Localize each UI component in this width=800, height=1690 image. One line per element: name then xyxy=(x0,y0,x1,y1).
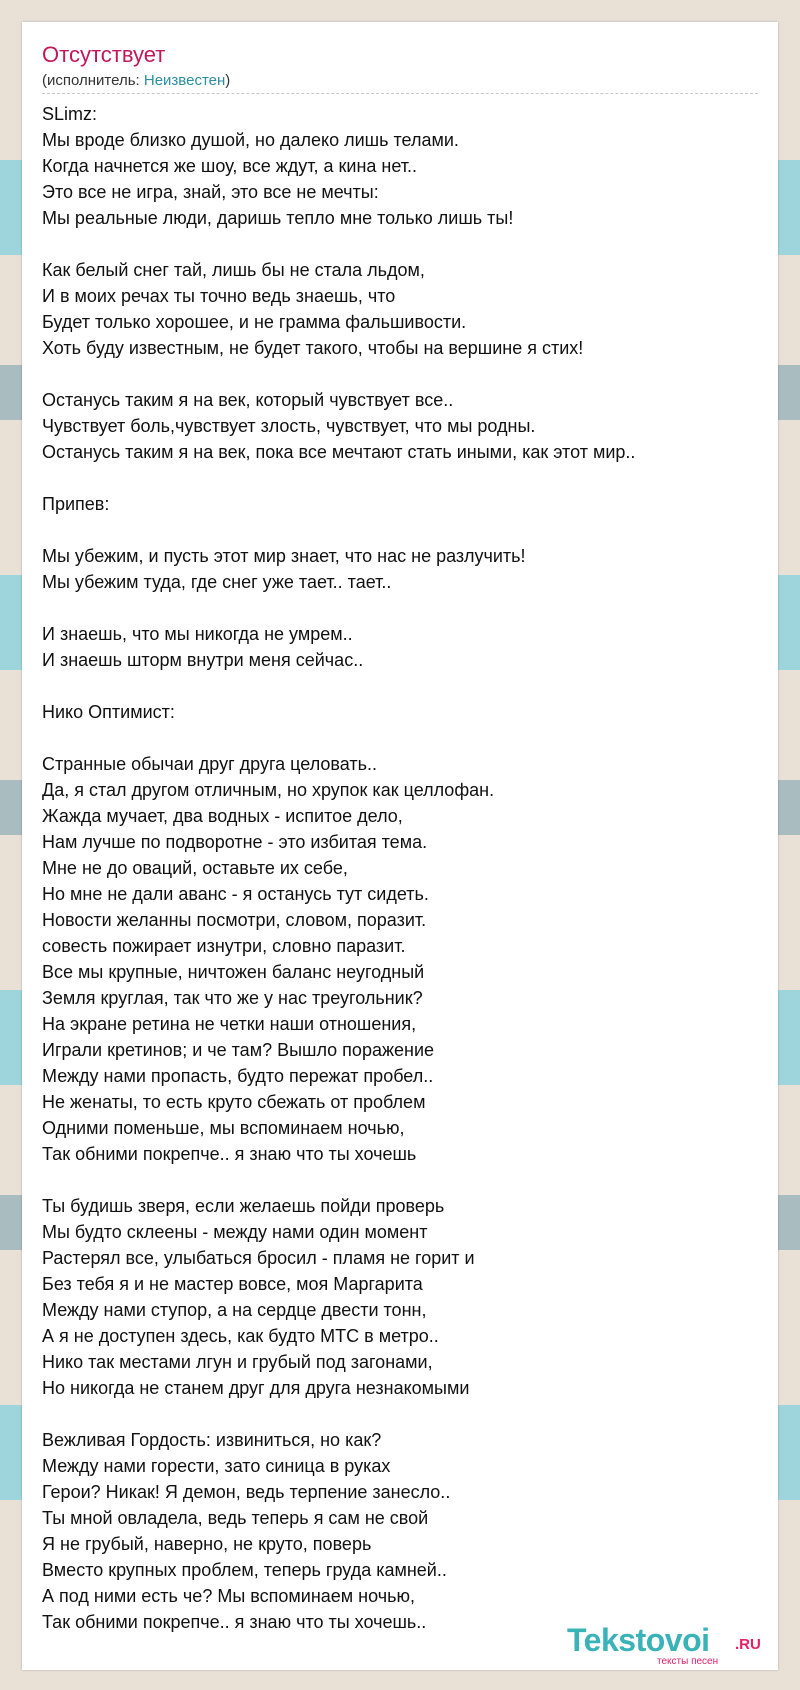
lyric-line: Но никогда не станем друг для друга незнакомыми xyxy=(42,1378,470,1398)
lyric-line: Мы реальные люди, даришь тепло мне только лишь ты! xyxy=(42,208,514,228)
lyric-line xyxy=(42,231,758,257)
logo-tld: .RU xyxy=(735,1636,761,1653)
lyric-line: Чувствует боль,чувствует злость, чувствует, что мы родны. xyxy=(42,416,536,436)
lyric-line xyxy=(42,465,758,491)
artist-line xyxy=(42,72,230,89)
lyric-line: Между нами горести, зато синица в руках xyxy=(42,1456,391,1476)
lyric-line: Да, я стал другом отличным, но хрупок как целлофан. xyxy=(42,780,495,800)
lyric-line: Жажда мучает, два водных - испитое дело, xyxy=(42,806,403,826)
lyric-line: Земля круглая, так что же у нас треугольник? xyxy=(42,988,423,1008)
logo-wordmark: Tekstovoi xyxy=(567,1622,710,1658)
lyric-line: И знаешь, что мы никогда не умрем.. xyxy=(42,624,353,644)
lyric-line: Хоть буду известным, не будет такого, чтобы на вершине я стих! xyxy=(42,338,584,358)
lyric-line: Одними поменьше, мы вспоминаем ночью, xyxy=(42,1118,405,1138)
lyric-line: Мы вроде близко душой, но далеко лишь телами. xyxy=(42,130,459,150)
lyric-line: Мы будто склеены - между нами один момент xyxy=(42,1222,428,1242)
lyric-line: Я не грубый, наверно, не круто, поверь xyxy=(42,1534,372,1554)
lyric-line: Между нами пропасть, будто пережат пробел.. xyxy=(42,1066,434,1086)
lyric-line: Так обними покрепче.. я знаю что ты хочешь xyxy=(42,1144,417,1164)
lyric-line: Новости желанны посмотри, словом, поразит. xyxy=(42,910,427,930)
lyric-line: Вместо крупных проблем, теперь груда камней.. xyxy=(42,1560,447,1580)
lyric-line: Играли кретинов; и че там? Вышло поражение xyxy=(42,1040,435,1060)
lyric-line: Когда начнется же шоу, все ждут, а кина нет.. xyxy=(42,156,418,176)
lyric-line: Не женаты, то есть круто сбежать от проблем xyxy=(42,1092,426,1112)
lyric-line: И в моих речах ты точно ведь знаешь, что xyxy=(42,286,396,306)
lyric-line: Припев: xyxy=(42,494,110,514)
lyric-line xyxy=(42,725,758,751)
lyric-line: И знаешь шторм внутри меня сейчас.. xyxy=(42,650,364,670)
lyric-line: Мне не до оваций, оставьте их себе, xyxy=(42,858,348,878)
song-title: Отсутствует xyxy=(42,42,166,67)
lyric-line: Нико Оптимист: xyxy=(42,702,175,722)
lyric-line xyxy=(42,1167,758,1193)
lyric-line: Нико так местами лгун и грубый под загонами, xyxy=(42,1352,433,1372)
site-logo[interactable] xyxy=(567,1622,767,1667)
lyric-line xyxy=(42,1401,758,1427)
lyric-line: Ты мной овладела, ведь теперь я сам не свой xyxy=(42,1508,429,1528)
artist-suffix: ) xyxy=(225,72,231,89)
lyric-line: Нам лучше по подворотне - это избитая тема. xyxy=(42,832,428,852)
lyric-line: Все мы крупные, ничтожен баланс неугодный xyxy=(42,962,425,982)
lyric-line: Останусь таким я на век, пока все мечтают стать иными, как этот мир.. xyxy=(42,442,636,462)
lyrics-card xyxy=(22,22,778,1670)
lyric-line xyxy=(42,361,758,387)
lyric-line: А под ними есть че? Мы вспоминаем ночью, xyxy=(42,1586,415,1606)
lyric-line: Между нами ступор, а на сердце двести тонн, xyxy=(42,1300,427,1320)
lyric-line: Без тебя я и не мастер вовсе, моя Маргарита xyxy=(42,1274,423,1294)
lyrics-text xyxy=(42,101,758,1635)
lyric-line: совесть пожирает изнутри, словно паразит. xyxy=(42,936,406,956)
lyric-line: Мы убежим туда, где снег уже тает.. тает.. xyxy=(42,572,392,592)
lyric-line: Будет только хорошее, и не грамма фальшивости. xyxy=(42,312,467,332)
title-divider xyxy=(42,93,758,94)
lyric-line: Мы убежим, и пусть этот мир знает, что нас не разлучить! xyxy=(42,546,526,566)
lyric-line xyxy=(42,517,758,543)
lyric-line xyxy=(42,673,758,699)
artist-link[interactable]: Неизвестен xyxy=(143,72,226,89)
lyric-line: На экране ретина не четки наши отношения, xyxy=(42,1014,417,1034)
lyric-line: Растерял все, улыбаться бросил - пламя не горит и xyxy=(42,1248,475,1268)
lyric-line: Странные обычаи друг друга целовать.. xyxy=(42,754,378,774)
lyric-line: А я не доступен здесь, как будто МТС в метро.. xyxy=(42,1326,439,1346)
lyric-line: Так обними покрепче.. я знаю что ты хочешь.. xyxy=(42,1612,427,1632)
lyric-line: Но мне не дали аванс - я останусь тут сидеть. xyxy=(42,884,429,904)
artist-prefix: (исполнитель: xyxy=(42,72,144,89)
lyric-line: Герои? Никак! Я демон, ведь терпение занесло.. xyxy=(42,1482,451,1502)
logo-tagline: тексты песен xyxy=(657,1656,719,1667)
lyric-line: Вежливая Гордость: извиниться, но как? xyxy=(42,1430,382,1450)
lyric-line: Ты будишь зверя, если желаешь пойди проверь xyxy=(42,1196,445,1216)
lyric-line: Как белый снег тай, лишь бы не стала льдом, xyxy=(42,260,425,280)
lyric-line: Останусь таким я на век, который чувствует все.. xyxy=(42,390,454,410)
lyric-line xyxy=(42,595,758,621)
lyric-line: SLimz: xyxy=(42,104,98,124)
lyric-line: Это все не игра, знай, это все не мечты: xyxy=(42,182,379,202)
